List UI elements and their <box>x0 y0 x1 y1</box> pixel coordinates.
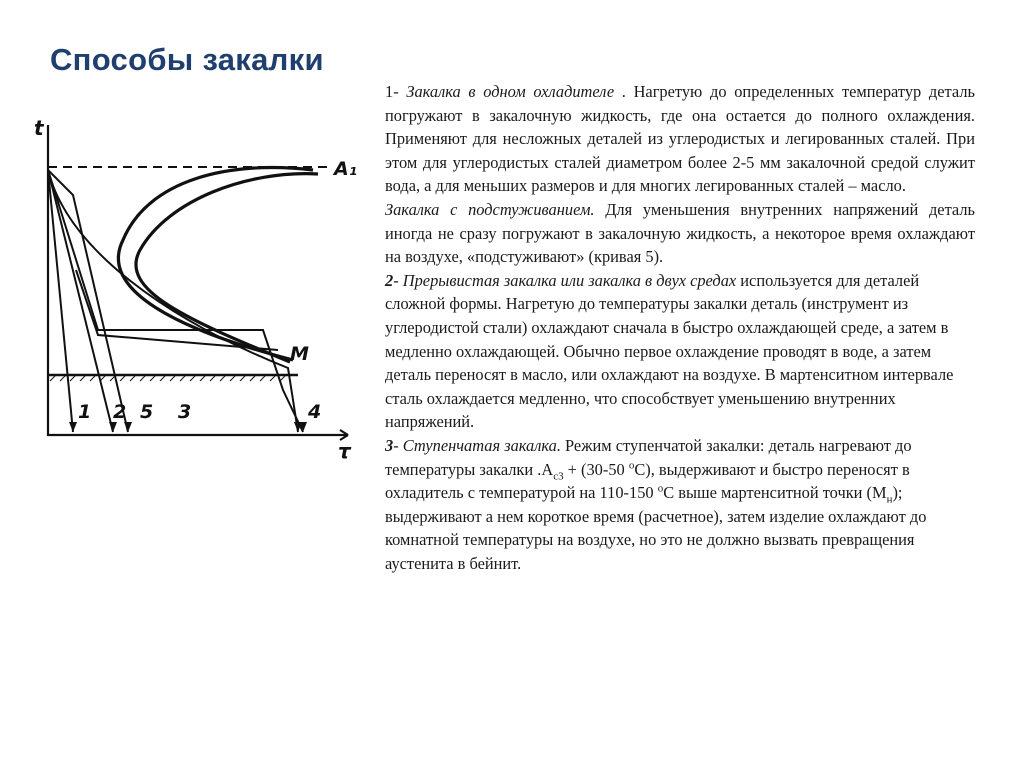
quenching-diagram <box>28 90 373 465</box>
paragraph-step <box>385 434 975 576</box>
curve-arrowheads <box>69 422 307 432</box>
axis-label-tau: τ <box>338 439 351 463</box>
label-curve-2: 2 <box>113 401 127 423</box>
p3-term: - Прерывистая закалка или закалка в двух средах <box>393 270 737 290</box>
label-a1: A₁ <box>334 158 358 180</box>
p4-text-d: С выше мартенситной точки (М <box>663 483 887 503</box>
slide-title: Способы закалки <box>50 42 324 77</box>
p2-text: Для уменьшения внутренних напряжений деталь иногда не сразу погружают в закалочную жидкость, а некоторое время охлаждают на воздухе, «подстуживают» (кривая 5). <box>385 199 976 267</box>
p4-num: 3 <box>385 435 394 455</box>
axis-label-t: t <box>34 116 44 140</box>
c-curves <box>118 168 318 362</box>
p4-sup-b: о <box>628 459 635 472</box>
p4-text-a: Режим ступенчатой закалки: деталь нагревают до температуры закалки .А <box>385 435 912 479</box>
p1-term: Закалка в одном охладителе <box>406 82 615 101</box>
p4-text-c: С), выдерживают и быстро переносят в охладитель с температурой на 110-150 <box>385 459 910 503</box>
p3-text: используется для деталей сложной формы. Нагретую до температуры закалки деталь (инструмент из углеродистой стали) охлаждают сначала в быстро охлаждающей среде, а затем в медленно охлаждающей. Обычно первое охлаждение проводят в воде, а затем деталь переносят в масло, или охлаждают на воздухе. В мартенситном интервале сталь охлаждается медленно, что способствует уменьшению внутренних напряжений. <box>385 270 954 432</box>
label-m: M <box>290 343 309 365</box>
p4-term: - Ступенчатая закалка. <box>393 435 561 455</box>
paragraph-interrupted <box>385 269 975 434</box>
p4-text-b: + (30-50 <box>563 459 629 479</box>
p1-text: . Нагретую до определенных температур деталь погружают в закалочную жидкость, где она остается до полного охлаждения. Применяют для несложных деталей из углеродистых и легированных сталей. При этом для углеродистых сталей диаметром более 2-5 мм закалочной средой служит вода, а для меньших размеров и для многих легированных сталей – масло. <box>385 82 975 196</box>
p4-sub-d: н <box>886 493 893 506</box>
p4-sup-c: о <box>657 482 664 495</box>
paragraph-one-cooler <box>385 80 975 198</box>
curve-2 <box>48 170 113 432</box>
p4-text-e: ); выдерживают а нем короткое время (расчетное), затем изделие охлаждают до комнатной температуры на воздухе, но это не должно вызвать превращения аустенита в бейнит. <box>385 483 927 573</box>
hatched-ms-line <box>48 375 298 381</box>
label-curve-1: 1 <box>78 401 92 423</box>
label-curve-5: 5 <box>140 401 154 423</box>
p2-term: Закалка с подстуживанием. <box>385 199 595 219</box>
p3-num: 2 <box>385 270 394 290</box>
body-text <box>385 80 975 575</box>
label-curve-3: 3 <box>178 401 192 423</box>
cooling-curves <box>48 170 303 432</box>
label-curve-4: 4 <box>308 401 322 423</box>
p1-lead: 1- <box>385 82 407 101</box>
p4-sub-a: c3 <box>553 469 564 482</box>
paragraph-precooling <box>385 198 975 269</box>
